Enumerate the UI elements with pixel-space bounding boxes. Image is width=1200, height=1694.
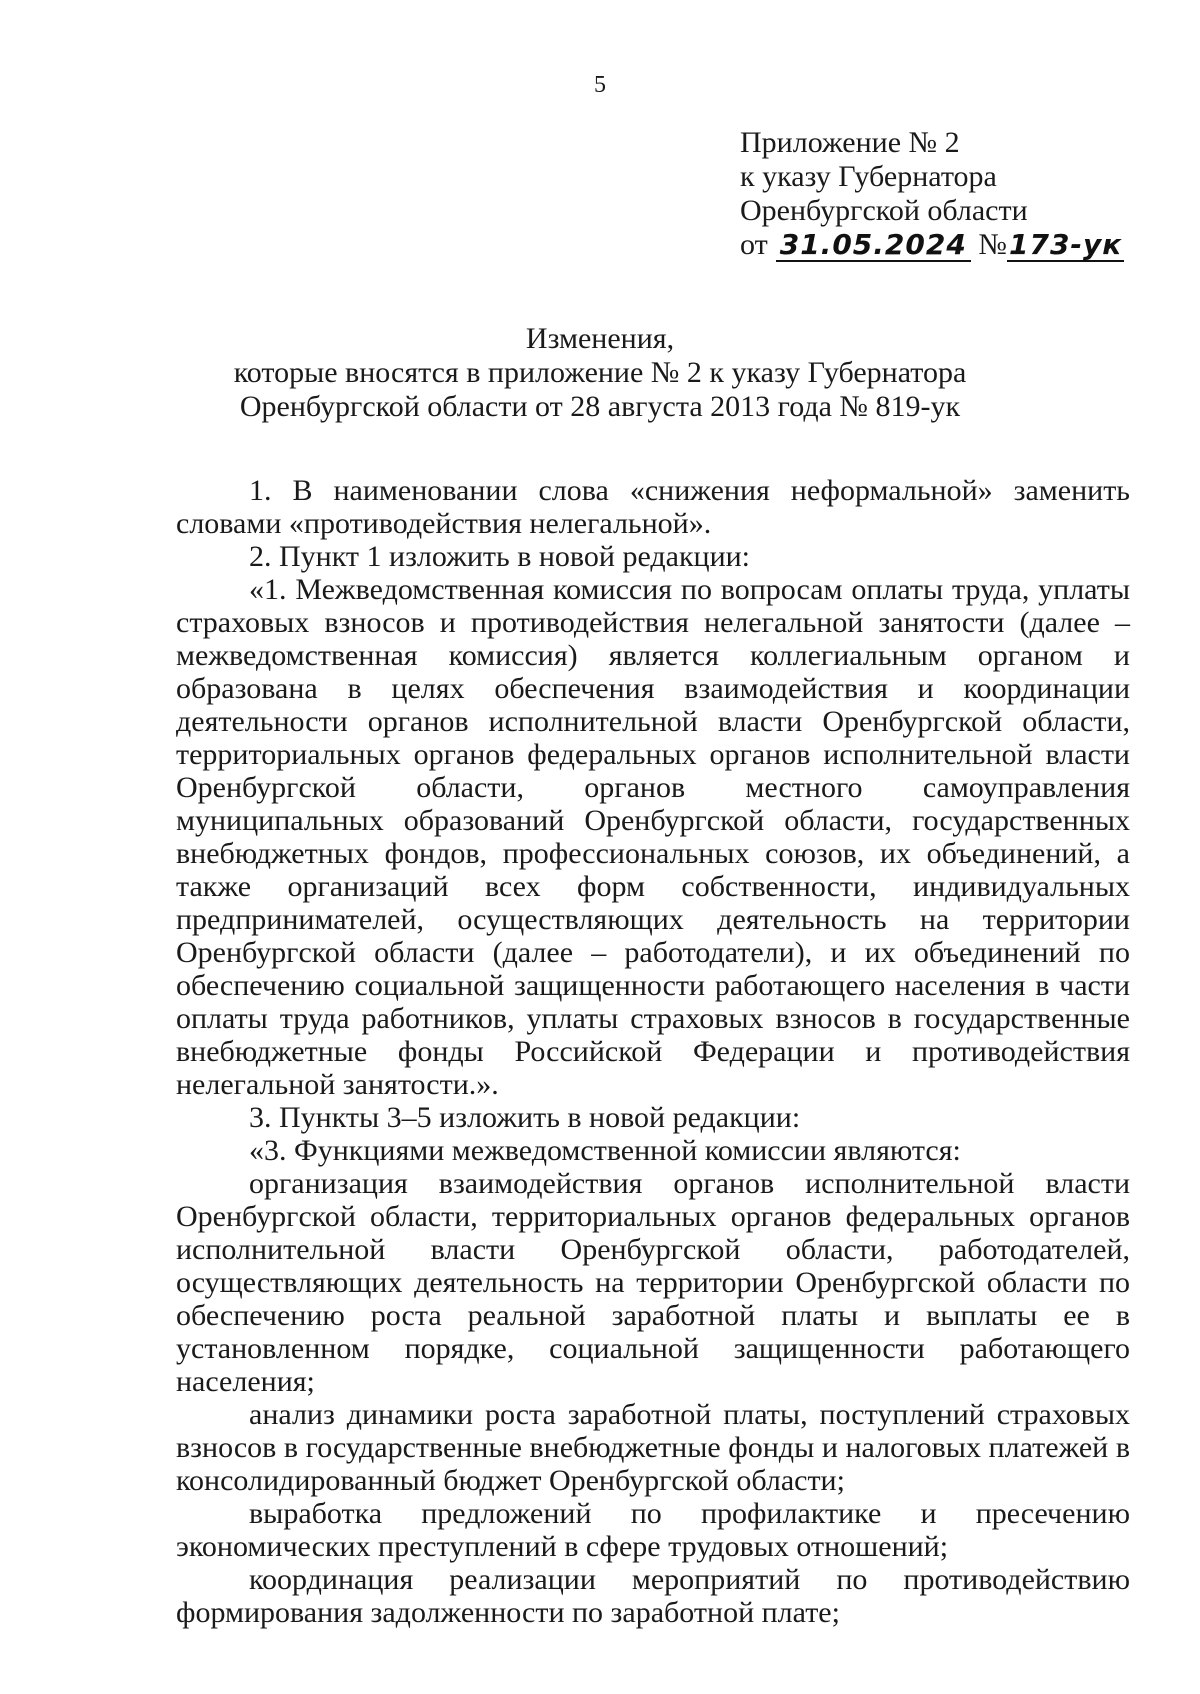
title-line: Оренбургской области от 28 августа 2013 года № 819-ук	[239, 390, 961, 423]
paragraph: «3. Функциями межведомственной комиссии являются:	[249, 1134, 961, 1167]
paragraph: координация реализации мероприятий по противодействию формирования задолженности по заработной плате;	[176, 1563, 1130, 1629]
title-line: Изменения,	[525, 322, 675, 355]
appendix-signature-line	[740, 228, 1124, 262]
number-prefix: №	[978, 228, 1007, 261]
appendix-header	[740, 126, 1124, 262]
document-body	[176, 474, 1130, 1629]
appendix-line: Приложение № 2	[740, 126, 960, 159]
title-line: которые вносятся в приложение № 2 к указу Губернатора	[233, 356, 967, 389]
document-title	[0, 322, 1200, 424]
appendix-line: Оренбургской области	[740, 194, 1028, 227]
paragraph: 2. Пункт 1 изложить в новой редакции:	[249, 540, 751, 573]
paragraph: выработка предложений по профилактике и пресечению экономических преступлений в сфере трудовых отношений;	[176, 1497, 1130, 1563]
handwritten-date: 31.05.2024	[776, 230, 971, 262]
page-number: 5	[594, 72, 606, 98]
paragraph: анализ динамики роста заработной платы, поступлений страховых взносов в государственные внебюджетные фонды и налоговых платежей в консолидированный бюджет Оренбургской области;	[176, 1398, 1130, 1497]
appendix-line: к указу Губернатора	[740, 160, 997, 193]
date-prefix: от	[740, 228, 768, 261]
paragraph: 3. Пункты 3–5 изложить в новой редакции:	[249, 1101, 801, 1134]
paragraph: организация взаимодействия органов исполнительной власти Оренбургской области, территориальных органов федеральных органов исполнительной власти Оренбургской области, работодателей, осуществляющих деятельность на территории Оренбургской области по обеспечению роста реальной заработной платы и выплаты ее в установленном порядке, социальной защищенности работающего населения;	[176, 1167, 1130, 1398]
paragraph: 1. В наименовании слова «снижения неформальной» заменить словами «противодействия нелегальной».	[176, 474, 1130, 540]
handwritten-number: 173-ук	[1008, 228, 1123, 261]
paragraph: «1. Межведомственная комиссия по вопросам оплаты труда, уплаты страховых взносов и противодействия нелегальной занятости (далее – межведомственная комиссия) является коллегиальным органом и образована в целях обеспечения взаимодействия и координации деятельности органов исполнительной власти Оренбургской области, территориальных органов федеральных органов исполнительной власти Оренбургской области, органов местного самоуправления муниципальных образований Оренбургской области, государственных внебюджетных фондов, профессиональных союзов, их объединений, а также организаций всех форм собственности, индивидуальных предпринимателей, осуществляющих деятельность на территории Оренбургской области (далее – работодатели), и их объединений по обеспечению социальной защищенности работающего населения в части оплаты труда работников, уплаты страховых взносов в государственные внебюджетные фонды Российской Федерации и противодействия нелегальной занятости.».	[176, 573, 1130, 1101]
